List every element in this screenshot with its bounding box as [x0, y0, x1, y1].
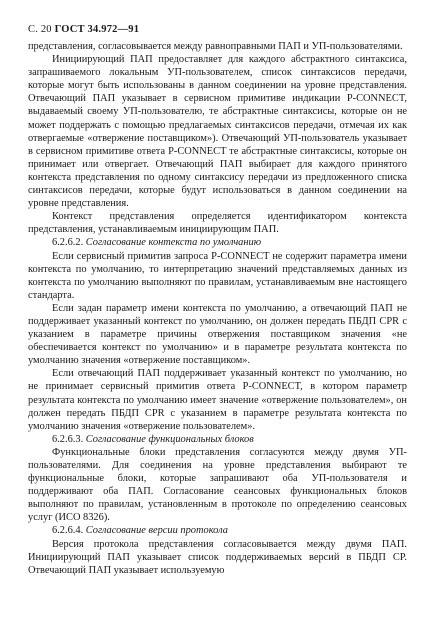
paragraph-continuation: представления, согласовывается между равноправными ПАП и УП-пользователями.: [28, 41, 403, 52]
paragraph-functional-units: Функциональные блоки представления согласуются между двумя УП-пользователями. Для соединения на уровне представления выбирают те функциональные блоки, которые запрашивают оба УП-пользователя и поддерживают оба ПАП. Согласование сеансовых функциональных блоков выполняют по правилам, установленным в протоколе по определению сеансовых услуг (ИСО 8326).: [28, 446, 407, 524]
section-title: Согласование функциональных блоков: [85, 433, 254, 445]
page-number: С. 20: [28, 24, 52, 35]
paragraph-protocol-version: Версия протокола представления согласовывается между двумя ПАП. Инициирующий ПАП указывает список поддерживаемых версий в ПБДП CP. Отвечающий ПАП указывает используемую: [28, 538, 407, 576]
paragraph-default-context-2: Если задан параметр имени контекста по умолчанию, а отвечающий ПАП не поддерживает указанный контекст по умолчанию, он должен передать ПБДП CPR с указанием в параметре причины отвержения поставщиком значения «не обеспечивается контекст по умолчанию» и в параметре результата контекста по умолчанию значения «отвержение поставщиком».: [28, 302, 407, 367]
section-title: Согласование версии протокола: [85, 525, 228, 537]
section-title: Согласование контекста по умолчанию: [85, 237, 262, 249]
section-number: 6.2.6.3.: [52, 433, 84, 445]
paragraph-default-context-1: Если сервисный примитив запроса P-CONNECT не содержит параметра имени контекста по умолчанию, то интерпретацию значений представляемых данных из контекста по умолчанию выполняют по правилам, устанавливаемым вне настоящего стандарта.: [28, 250, 407, 301]
section-number: 6.2.6.2.: [52, 237, 84, 249]
standard-designation: ГОСТ 34.972—91: [54, 24, 140, 35]
section-heading-6-2-6-2: [28, 236, 407, 249]
page-header: [28, 24, 407, 35]
section-heading-6-2-6-3: [28, 433, 407, 446]
paragraph-initiating-ppm: Инициирующий ПАП предоставляет для каждого абстрактного синтаксиса, запрашиваемого локальным УП-пользователем, список синтаксисов передачи, которые могут быть использованы в данном соединении на уровне представления. Отвечающий ПАП указывает в сервисном примитиве индикации P-CONNECT, выдаваемый своему УП-пользователю, те абстрактные синтаксисы, которые он не может поддержать с помощью предлагаемых синтаксисов передачи, отмечая их как отвергаемые «отвержение поставщиком»). Отвечающий УП-пользователь указывает в сервисном примитиве ответа P-CONNECT те абстрактные синтаксисы, которые он принимает или отвергает. Отвечающий ПАП выбирает для каждого принятого контекста представления по одному синтаксису передачи из предложенного списка синтаксисов передачи, которые будут использоваться в данном соединении на уровне представления.: [28, 54, 407, 210]
document-page: [28, 24, 407, 577]
section-heading-6-2-6-4: [28, 524, 407, 537]
paragraph-context-identifier: Контекст представления определяется идентификатором контекста представления, устанавливаемым инициирующим ПАП.: [28, 211, 407, 236]
paragraph-default-context-3: Если отвечающий ПАП поддерживает указанный контекст по умолчанию, но не принимает сервисный примитив ответа P-CONNECT, в котором параметр результата контекста по умолчанию имеет значение «отвержение пользователем», он должен передать ПБДП CPR с указанием в параметре результата контекста по умолчанию значения «отвержение пользователем».: [28, 368, 407, 432]
section-number: 6.2.6.4.: [52, 525, 84, 537]
